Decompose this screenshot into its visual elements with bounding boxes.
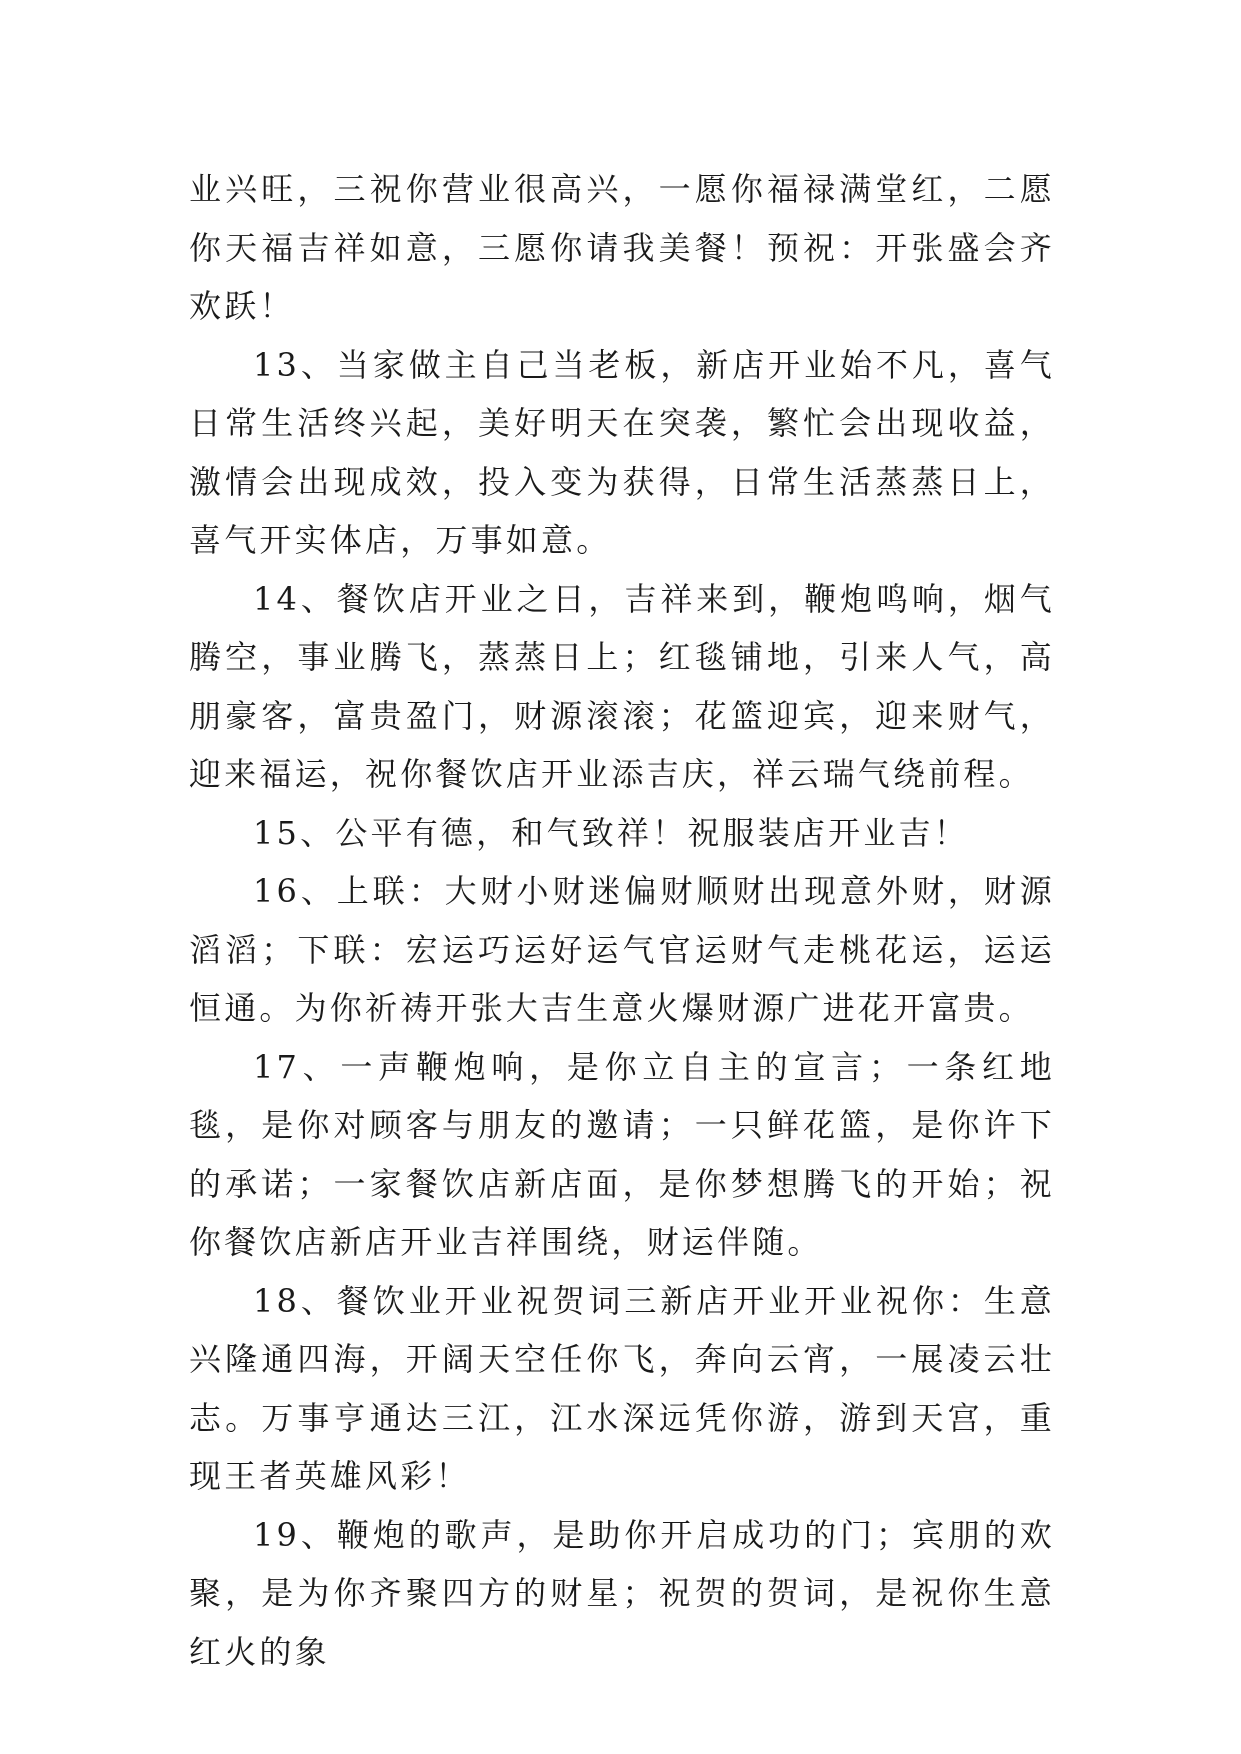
paragraph-14: 14、餐饮店开业之日，吉祥来到，鞭炮鸣响，烟气腾空，事业腾飞，蒸蒸日上；红毯铺地，引来人气，高朋豪客，富贵盈门，财源滚滚；花篮迎宾，迎来财气，迎来福运，祝你餐饮店开业添吉庆，祥云瑞气绕前程。 <box>189 579 1055 793</box>
paragraph-16: 16、上联：大财小财迷偏财顺财出现意外财，财源滔滔；下联：宏运巧运好运气官运财气走桃花运，运运恒通。为你祈祷开张大吉生意火爆财源广进花开富贵。 <box>189 872 1055 1027</box>
paragraph-13: 13、当家做主自己当老板，新店开业始不凡，喜气日常生活终兴起，美好明天在突袭，繁忙会出现收益，激情会出现成效，投入变为获得，日常生活蒸蒸日上，喜气开实体店，万事如意。 <box>189 345 1055 559</box>
paragraph-17: 17、一声鞭炮响，是你立自主的宣言；一条红地毯，是你对顾客与朋友的邀请；一只鲜花篮，是你许下的承诺；一家餐饮店新店面，是你梦想腾飞的开始；祝你餐饮店新店开业吉祥围绕，财运伴随。 <box>189 1047 1055 1261</box>
paragraph-18: 18、餐饮业开业祝贺词三新店开业开业祝你：生意兴隆通四海，开阔天空任你飞，奔向云宵，一展凌云壮志。万事亨通达三江，江水深远凭你游，游到天宫，重现王者英雄风彩！ <box>189 1281 1055 1495</box>
paragraph-continuation: 业兴旺，三祝你营业很高兴，一愿你福禄满堂红，二愿你天福吉祥如意，三愿你请我美餐！预祝：开张盛会齐欢跃！ <box>189 170 1055 325</box>
paragraph-19: 19、鞭炮的歌声，是助你开启成功的门；宾朋的欢聚，是为你齐聚四方的财星；祝贺的贺词，是祝你生意红火的象 <box>189 1515 1055 1671</box>
paragraph-15: 15、公平有德，和气致祥！祝服装店开业吉！ <box>253 813 969 852</box>
document-body <box>189 160 1055 1681</box>
